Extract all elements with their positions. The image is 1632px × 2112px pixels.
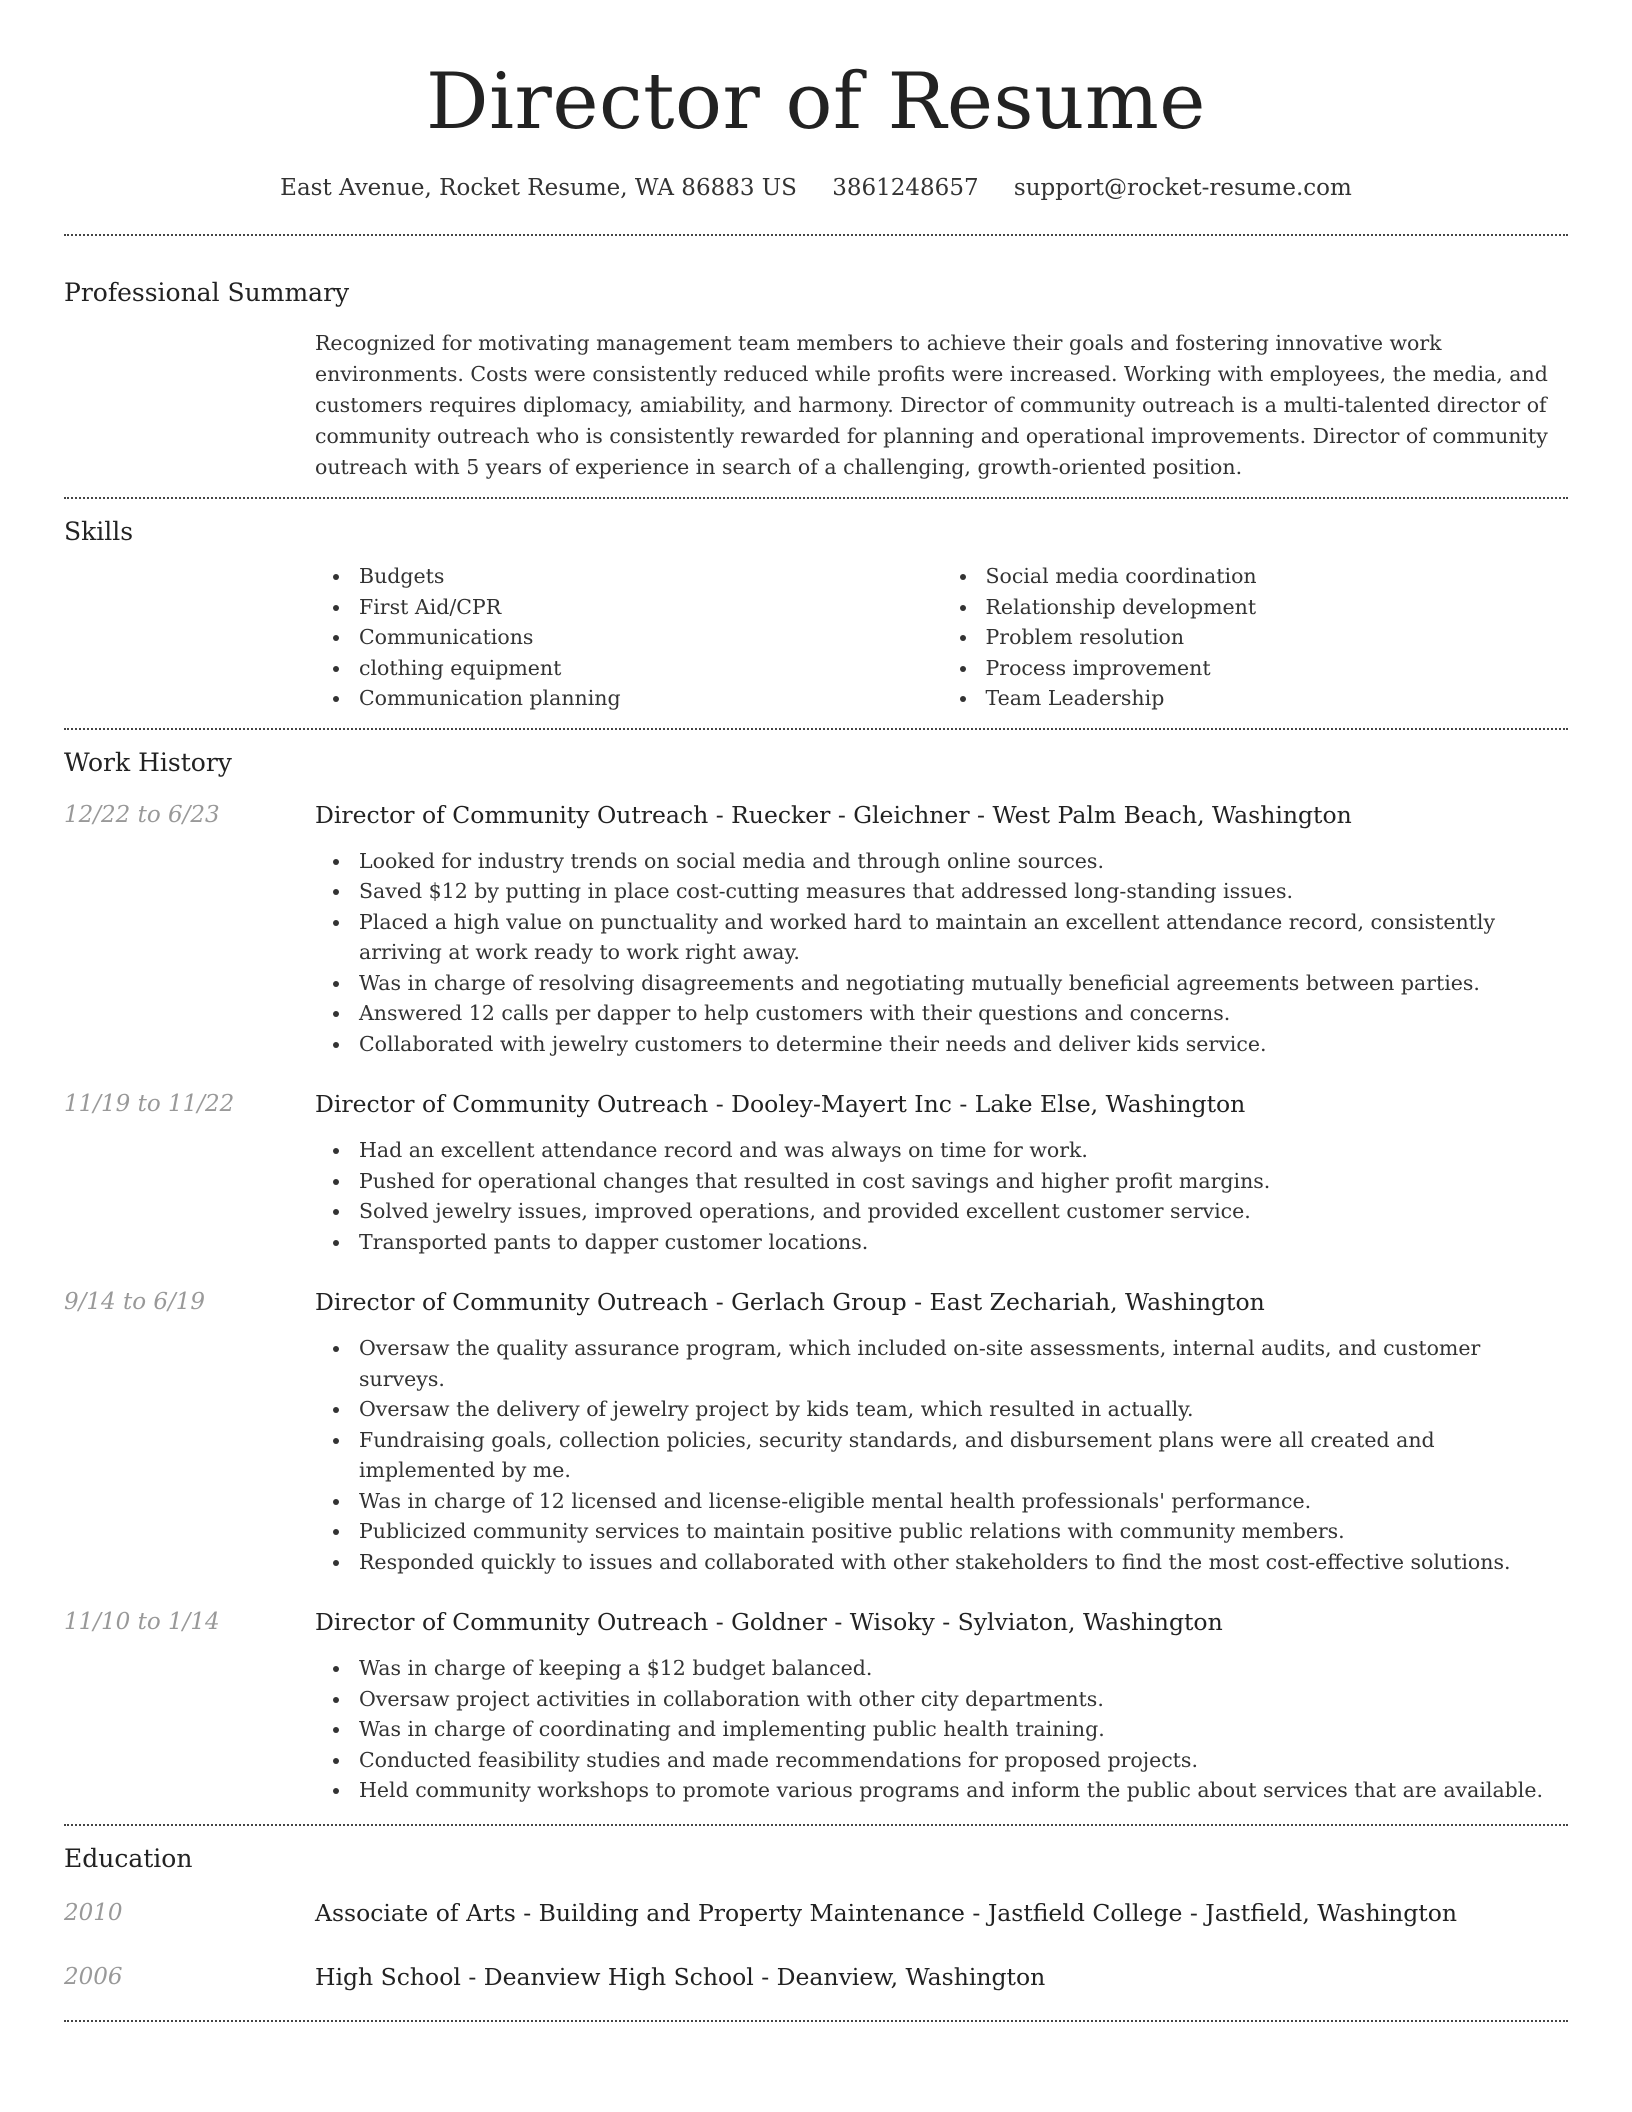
skill-item: Relationship development (986, 592, 1569, 623)
job-bullet: Publicized community services to maintain positive public relations with community members. (359, 1516, 1568, 1547)
job-details (315, 798, 1568, 1060)
job-details (315, 1285, 1568, 1577)
job-bullet: Oversaw the delivery of jewelry project by kids team, which resulted in actually. (359, 1394, 1568, 1425)
resume-header (64, 0, 1568, 204)
contact-line (64, 172, 1568, 204)
skill-item: Problem resolution (986, 622, 1569, 653)
professional-summary-section (64, 236, 1568, 497)
skill-item: Process improvement (986, 653, 1569, 684)
job-bullet: Looked for industry trends on social media and through online sources. (359, 846, 1568, 877)
section-title: Skills (64, 517, 134, 546)
job-title: Director of Community Outreach - Goldner - Wisoky - Sylviaton, Washington (315, 1608, 1223, 1636)
job-bullet: Was in charge of keeping a $12 budget balanced. (359, 1653, 1568, 1684)
job-details (315, 1605, 1568, 1806)
section-title: Work History (64, 747, 232, 777)
address: East Avenue, Rocket Resume, WA 86883 US (280, 175, 797, 201)
job-title: Director of Community Outreach - Gerlach Group - East Zechariah, Washington (315, 1288, 1265, 1316)
section-title: Education (64, 1843, 193, 1873)
skill-item: First Aid/CPR (359, 592, 942, 623)
job-date: 11/19 to 11/22 (64, 1091, 235, 1117)
skill-item: clothing equipment (359, 653, 942, 684)
education-section (64, 1826, 1568, 2020)
job-date: 9/14 to 6/19 (64, 1289, 206, 1315)
skills-columns (315, 561, 1568, 714)
skills-list-right (942, 561, 1569, 714)
job-bullet: Answered 12 calls per dapper to help customers with their questions and concerns. (359, 998, 1568, 1029)
job-entry (64, 798, 1568, 1060)
summary-text: Recognized for motivating management team members to achieve their goals and fostering innovative work environments. Costs were consistently reduced while profits were increased. Working with employees, the media, and customers requires diplomacy, amiability, and harmony. Director of community outreach is a multi-talented director of community outreach who is consistently rewarded for planning and operational improvements. Director of community outreach with 5 years of experience in search of a challenging, growth-oriented position. (315, 331, 1548, 479)
section-title: Professional Summary (64, 278, 350, 307)
job-bullet: Had an excellent attendance record and was always on time for work. (359, 1135, 1568, 1166)
job-date: 11/10 to 1/14 (64, 1609, 220, 1635)
education-title: Associate of Arts - Building and Property Maintenance - Jastfield College - Jastfield, Washington (315, 1898, 1458, 1927)
job-bullets (315, 1653, 1568, 1806)
skill-item: Team Leadership (986, 683, 1569, 714)
job-bullet: Transported pants to dapper customer locations. (359, 1227, 1568, 1258)
education-date: 2006 (64, 1963, 123, 1990)
job-bullet: Responded quickly to issues and collaborated with other stakeholders to find the most cost-effective solutions. (359, 1547, 1568, 1578)
education-title: High School - Deanview High School - Deanview, Washington (315, 1962, 1046, 1991)
job-bullet: Was in charge of coordinating and implementing public health training. (359, 1714, 1568, 1745)
job-bullet: Pushed for operational changes that resulted in cost savings and higher profit margins. (359, 1166, 1568, 1197)
job-title: Director of Community Outreach - Dooley-Mayert Inc - Lake Else, Washington (315, 1090, 1246, 1118)
job-bullet: Placed a high value on punctuality and worked hard to maintain an excellent attendance record, consistently arriving at work ready to work right away. (359, 907, 1568, 968)
education-entry (64, 1960, 1568, 1994)
job-bullets (315, 1333, 1568, 1577)
job-bullet: Was in charge of 12 licensed and license-eligible mental health professionals' performance. (359, 1486, 1568, 1517)
candidate-name: Director of Resume (426, 57, 1206, 147)
job-details (315, 1087, 1568, 1257)
skills-list-left (315, 561, 942, 714)
section-divider (64, 2020, 1568, 2022)
job-bullets (315, 846, 1568, 1060)
job-entry (64, 1087, 1568, 1257)
email-address: support@rocket-resume.com (1013, 175, 1352, 201)
job-bullet: Held community workshops to promote various programs and inform the public about services that are available. (359, 1775, 1568, 1806)
job-bullet: Saved $12 by putting in place cost-cutting measures that addressed long-standing issues. (359, 876, 1568, 907)
phone-number: 3861248657 (832, 175, 979, 201)
job-bullet: Solved jewelry issues, improved operations, and provided excellent customer service. (359, 1196, 1568, 1227)
job-date: 12/22 to 6/23 (64, 801, 220, 828)
skill-item: Communication planning (359, 683, 942, 714)
job-bullets (315, 1135, 1568, 1257)
job-title: Director of Community Outreach - Ruecker - Gleichner - West Palm Beach, Washington (315, 800, 1352, 829)
skills-section (64, 499, 1568, 728)
job-bullet: Oversaw the quality assurance program, which included on-site assessments, internal audits, and customer surveys. (359, 1333, 1568, 1394)
job-bullet: Collaborated with jewelry customers to determine their needs and deliver kids service. (359, 1029, 1568, 1060)
skill-item: Communications (359, 622, 942, 653)
job-entry (64, 1285, 1568, 1577)
skill-item: Social media coordination (986, 561, 1569, 592)
work-history-section (64, 730, 1568, 1824)
education-entry (64, 1896, 1568, 1930)
job-bullet: Conducted feasibility studies and made recommendations for proposed projects. (359, 1745, 1568, 1776)
skill-item: Budgets (359, 561, 942, 592)
job-bullet: Was in charge of resolving disagreements and negotiating mutually beneficial agreements between parties. (359, 968, 1568, 999)
education-date: 2010 (64, 1899, 123, 1926)
job-bullet: Oversaw project activities in collaboration with other city departments. (359, 1684, 1568, 1715)
job-entry (64, 1605, 1568, 1806)
job-bullet: Fundraising goals, collection policies, security standards, and disbursement plans were all created and implemented by me. (359, 1425, 1568, 1486)
